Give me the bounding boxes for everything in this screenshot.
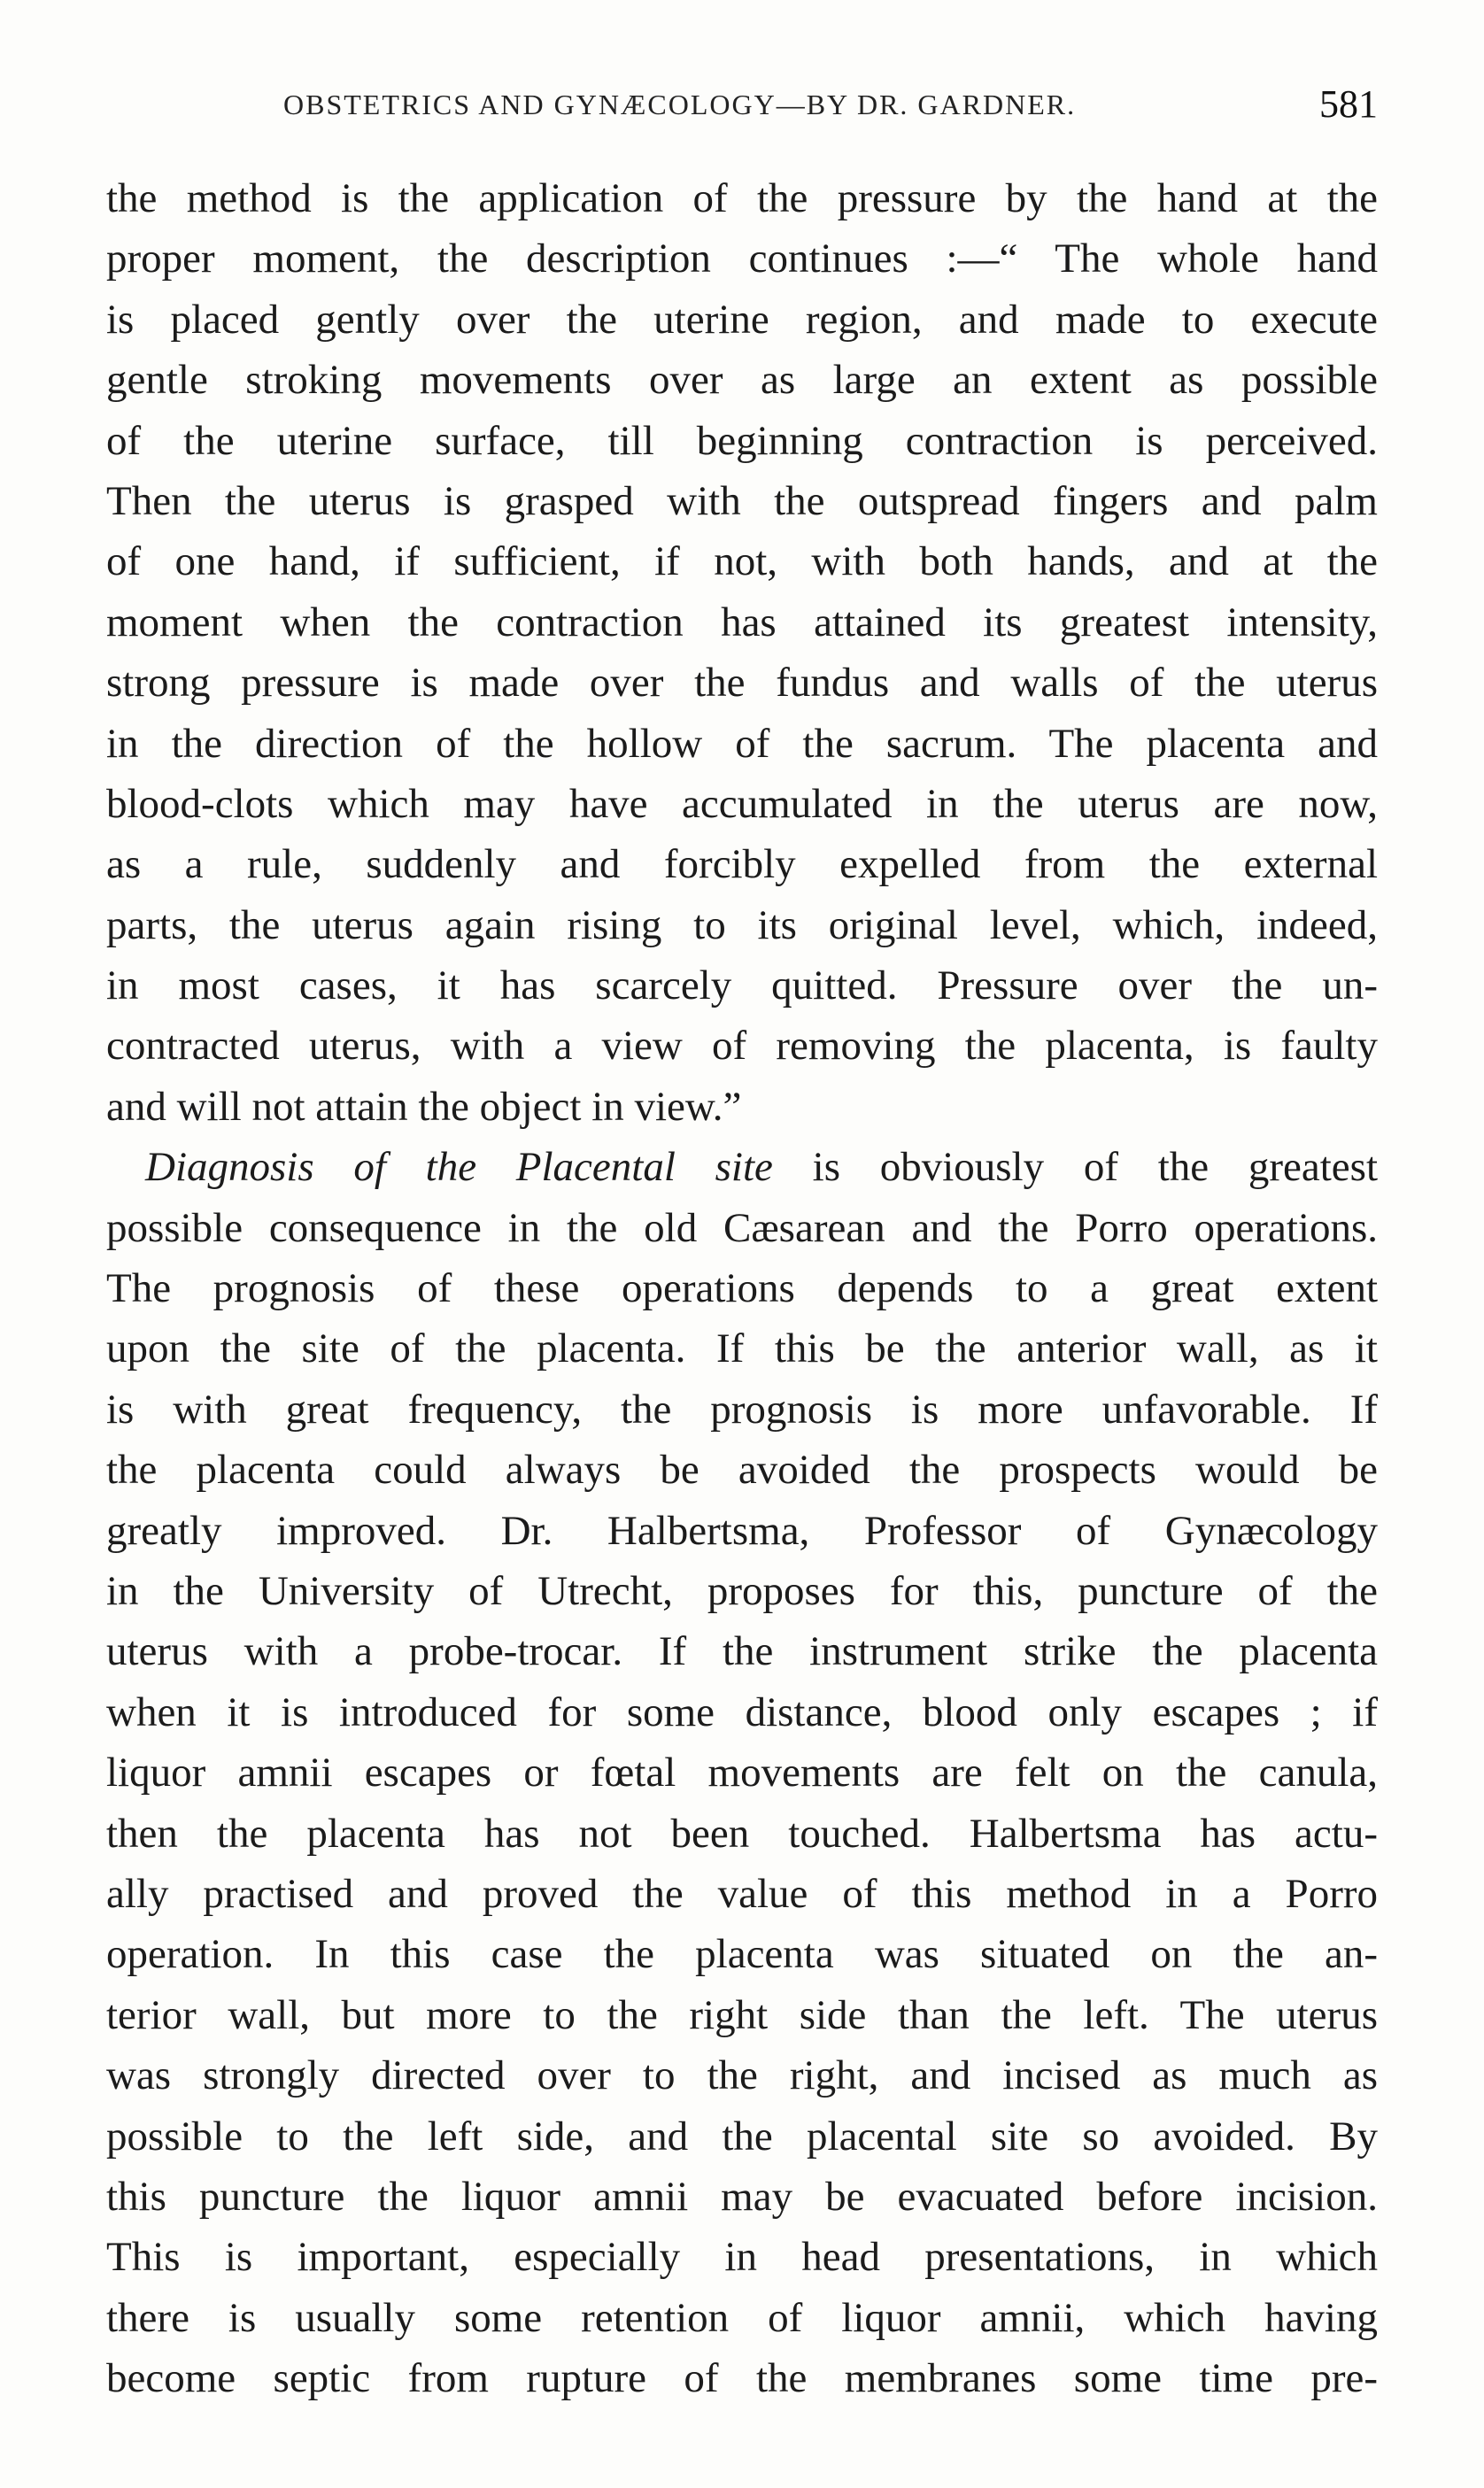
text-line: uterus with a probe-trocar. If the instrument strike the placenta — [106, 1628, 1378, 1675]
text-line: The prognosis of these operations depends to a great extent — [106, 1265, 1378, 1312]
text-line: of the uterine surface, till beginning contraction is perceived. — [106, 417, 1378, 464]
text-line: moment when the contraction has attained its greatest intensity, — [106, 599, 1378, 645]
text-line: then the placenta has not been touched. Halbertsma has actu- — [106, 1810, 1378, 1857]
text-line: This is important, especially in head presentations, in which — [106, 2234, 1378, 2281]
paragraph-pressure-method — [106, 168, 1378, 1137]
page-header — [106, 81, 1378, 135]
text-line: upon the site of the placenta. If this be the anterior wall, as it — [106, 1325, 1378, 1372]
text-line — [106, 1137, 1378, 1197]
text-line: the method is the application of the pressure by the hand at the — [106, 175, 1378, 221]
page-number: 581 — [1319, 82, 1378, 126]
text-line: is with great frequency, the prognosis is more unfavorable. If — [106, 1386, 1378, 1433]
text-line: in the direction of the hollow of the sacrum. The placenta and — [106, 720, 1378, 767]
text-line: possible to the left side, and the placental site so avoided. By — [106, 2113, 1378, 2160]
running-head: OBSTETRICS AND GYNÆCOLOGY—BY DR. GARDNER. — [283, 89, 1077, 120]
text-line: Then the uterus is grasped with the outspread fingers and palm — [106, 477, 1378, 524]
text-line: gentle stroking movements over as large an extent as possible — [106, 357, 1378, 404]
text-line: in most cases, it has scarcely quitted. Pressure over the un- — [106, 962, 1378, 1009]
text-line: in the University of Utrecht, proposes for this, puncture of the — [106, 1567, 1378, 1614]
text-line: there is usually some retention of liquor amnii, which having — [106, 2294, 1378, 2341]
text-line: the placenta could always be avoided the prospects would be — [106, 1447, 1378, 1494]
text-line: is placed gently over the uterine region, and made to execute — [106, 296, 1378, 343]
page-body — [106, 168, 1378, 2408]
text-line: operation. In this case the placenta was situated on the an- — [106, 1931, 1378, 1978]
text-line: strong pressure is made over the fundus and walls of the uterus — [106, 660, 1378, 707]
text-line: when it is introduced for some distance, blood only escapes ; if — [106, 1688, 1378, 1735]
text-line: ally practised and proved the value of this method in a Porro — [106, 1870, 1378, 1917]
text-line: blood-clots which may have accumulated in the uterus are now, — [106, 780, 1378, 827]
text-line: was strongly directed over to the right, and incised as much as — [106, 2052, 1378, 2099]
text-line: as a rule, suddenly and forcibly expelled from the external — [106, 841, 1378, 888]
text-line: possible consequence in the old Cæsarean and the Porro operations. — [106, 1204, 1378, 1251]
text-line: and will not attain the object in view.” — [106, 1083, 742, 1130]
text-line: greatly improved. Dr. Halbertsma, Professor of Gynæcology — [106, 1507, 1378, 1554]
text-line: this puncture the liquor amnii may be evacuated before incision. — [106, 2173, 1378, 2220]
text-line: liquor amnii escapes or fœtal movements are felt on the canula, — [106, 1750, 1378, 1796]
section-heading-italic: Diagnosis of the Placental site — [145, 1144, 773, 1191]
text-fragment: is obviously of the greatest — [772, 1144, 1378, 1191]
text-line: of one hand, if sufficient, if not, with both hands, and at the — [106, 538, 1378, 585]
paragraph-placental-site — [106, 1137, 1378, 2408]
text-line: terior wall, but more to the right side than the left. The uterus — [106, 1991, 1378, 2038]
text-line: parts, the uterus again rising to its original level, which, indeed, — [106, 901, 1378, 948]
text-line: proper moment, the description continues :—“ The whole hand — [106, 236, 1378, 282]
text-line: contracted uterus, with a view of removing the placenta, is faulty — [106, 1023, 1378, 1070]
text-line: become septic from rupture of the membranes some time pre- — [106, 2355, 1378, 2402]
